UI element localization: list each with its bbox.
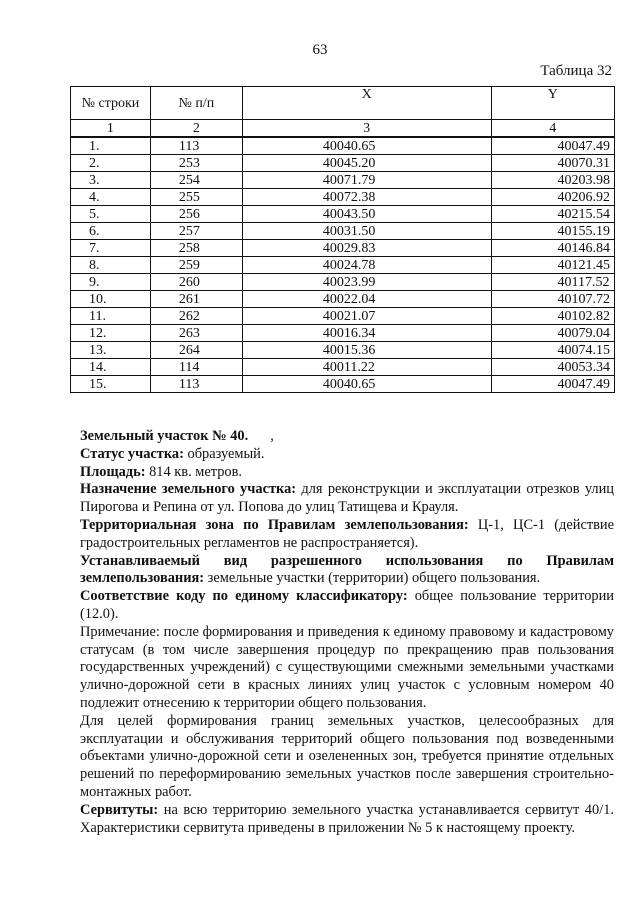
use-value: земельные участки (территории) общего пользования.: [204, 570, 541, 587]
note-paragraph: Примечание: после формирования и приведения к единому правовому и кадастровому статусам (в том числе завершения процедур по прекращению прав пользования государственных учреждений) с существующими смежными земельными участками улично-дорожной сети в красных линиях улиц участок с условным номером 40 подлежит отнесению к территории общего пользования.: [80, 623, 614, 711]
cell-y: 40047.49: [491, 137, 615, 155]
cell-y: 40215.54: [491, 206, 615, 223]
cell-row-number: 7.: [71, 240, 151, 257]
cell-row-number: 6.: [71, 223, 151, 240]
cell-row-number: 9.: [71, 274, 151, 291]
area-value: 814 кв. метров.: [145, 463, 243, 480]
cell-x: 40040.65: [242, 376, 491, 393]
header-row-number: № строки: [71, 87, 151, 120]
cell-row-number: 14.: [71, 359, 151, 376]
cell-x: 40040.65: [242, 137, 491, 155]
cell-x: 40071.79: [242, 172, 491, 189]
cell-pp-number: 256: [150, 206, 242, 223]
cell-y: 40146.84: [491, 240, 615, 257]
area-label: Площадь:: [80, 463, 146, 480]
zone-label: Территориальная зона по Правилам землепользования:: [80, 516, 469, 533]
cell-row-number: 5.: [71, 206, 151, 223]
table-row: [71, 189, 615, 206]
cell-y: 40203.98: [491, 172, 615, 189]
cell-pp-number: 257: [150, 223, 242, 240]
table-row: [71, 376, 615, 393]
cell-pp-number: 261: [150, 291, 242, 308]
cell-y: 40053.34: [491, 359, 615, 376]
table-row: [71, 291, 615, 308]
table-row: [71, 172, 615, 189]
table-row: [71, 257, 615, 274]
column-number: 4: [491, 120, 615, 138]
servitude-value: на всю территорию земельного участка устанавливается сервитут 40/1. Характеристики сервитута приведены в приложении № 5 к настоящему проекту.: [80, 801, 614, 836]
table-row: [71, 308, 615, 325]
cell-pp-number: 263: [150, 325, 242, 342]
cell-y: 40074.15: [491, 342, 615, 359]
cell-x: 40022.04: [242, 291, 491, 308]
purpose-value: для реконструкции и эксплуатации отрезков улиц Пирогова и Репина от ул. Попова до улиц Татищева и Крауля.: [80, 481, 614, 516]
cell-x: 40029.83: [242, 240, 491, 257]
cell-y: 40079.04: [491, 325, 615, 342]
cell-x: 40011.22: [242, 359, 491, 376]
zone-line: [80, 517, 614, 553]
cell-pp-number: 255: [150, 189, 242, 206]
cell-y: 40121.45: [491, 257, 615, 274]
cell-row-number: 10.: [71, 291, 151, 308]
cell-row-number: 11.: [71, 308, 151, 325]
cell-pp-number: 113: [150, 137, 242, 155]
zone-value: Ц-1, ЦС-1 (действие градостроительных регламентов не распространяется).: [80, 516, 614, 551]
table-body: [71, 137, 615, 393]
cell-x: 40023.99: [242, 274, 491, 291]
table-row: [71, 206, 615, 223]
servitude-label: Сервитуты:: [80, 801, 159, 818]
code-label: Соответствие коду по единому классификатору:: [80, 588, 408, 605]
cell-row-number: 4.: [71, 189, 151, 206]
cell-pp-number: 258: [150, 240, 242, 257]
cell-x: 40015.36: [242, 342, 491, 359]
table-row: [71, 274, 615, 291]
area-line: [80, 464, 614, 482]
status-line: [80, 446, 614, 464]
cell-x: 40016.34: [242, 325, 491, 342]
table-row: [71, 325, 615, 342]
cell-y: 40102.82: [491, 308, 615, 325]
cell-pp-number: 262: [150, 308, 242, 325]
cell-pp-number: 114: [150, 359, 242, 376]
cell-pp-number: 253: [150, 155, 242, 172]
cell-row-number: 8.: [71, 257, 151, 274]
parcel-title-line: [80, 428, 614, 446]
cell-pp-number: 260: [150, 274, 242, 291]
cell-y: 40206.92: [491, 189, 615, 206]
cell-y: 40117.52: [491, 274, 615, 291]
cell-row-number: 13.: [71, 342, 151, 359]
table-row: [71, 155, 615, 172]
table-row: [71, 240, 615, 257]
cell-x: 40021.07: [242, 308, 491, 325]
note-paragraph: Для целей формирования границ земельных участков, целесообразных для эксплуатации и обслуживания территорий общего пользования под возведенными объектами улично-дорожной сети и озелененных зон, требуется принятие отдельных решений по переформированию земельных участков после завершения строительно-монтажных работ.: [80, 712, 614, 800]
cell-pp-number: 113: [150, 376, 242, 393]
stray-mark: ,: [270, 428, 274, 444]
cell-pp-number: 264: [150, 342, 242, 359]
table-row: [71, 359, 615, 376]
cell-x: 40024.78: [242, 257, 491, 274]
column-number: 1: [71, 120, 151, 138]
cell-row-number: 1.: [71, 137, 151, 155]
use-label: Устанавливаемый вид разрешенного использования по Правилам землепользования:: [80, 552, 614, 587]
table-row: [71, 342, 615, 359]
cell-x: 40043.50: [242, 206, 491, 223]
cell-x: 40031.50: [242, 223, 491, 240]
header-y: Y: [491, 87, 615, 120]
cell-y: 40107.72: [491, 291, 615, 308]
header-pp-number: № п/п: [150, 87, 242, 120]
column-number: 2: [150, 120, 242, 138]
cell-row-number: 15.: [71, 376, 151, 393]
cell-pp-number: 254: [150, 172, 242, 189]
purpose-label: Назначение земельного участка:: [80, 481, 297, 498]
cell-pp-number: 259: [150, 257, 242, 274]
servitude-line: [80, 802, 614, 838]
cell-y: 40155.19: [491, 223, 615, 240]
cell-y: 40047.49: [491, 376, 615, 393]
cell-y: 40070.31: [491, 155, 615, 172]
code-line: [80, 588, 614, 624]
cell-x: 40072.38: [242, 189, 491, 206]
header-x: X: [242, 87, 491, 120]
cell-row-number: 2.: [71, 155, 151, 172]
cell-x: 40045.20: [242, 155, 491, 172]
table-caption: Таблица 32: [540, 63, 612, 79]
parcel-description: [80, 428, 614, 837]
cell-row-number: 12.: [71, 325, 151, 342]
cell-row-number: 3.: [71, 172, 151, 189]
status-value: образуемый.: [183, 445, 265, 462]
coordinates-table: [70, 86, 615, 393]
column-number: 3: [242, 120, 491, 138]
page-number: 63: [312, 42, 328, 58]
table-row: [71, 223, 615, 240]
use-line: [80, 553, 614, 589]
purpose-line: [80, 481, 614, 517]
status-label: Статус участка:: [80, 445, 184, 462]
table-row: [71, 137, 615, 155]
code-value: общее пользование территории (12.0).: [80, 588, 614, 622]
parcel-title: Земельный участок № 40.: [80, 428, 249, 444]
